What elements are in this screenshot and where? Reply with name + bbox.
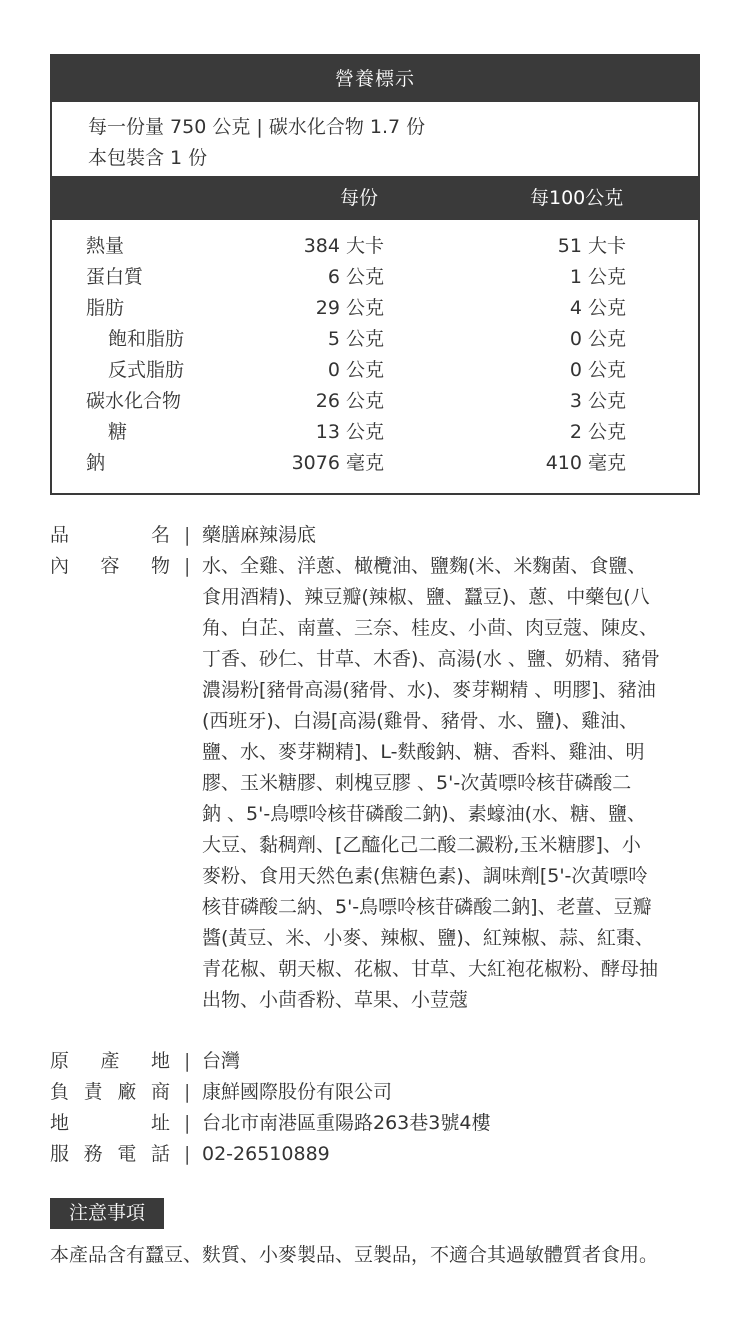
nutrition-row-trans-fat [52,355,698,386]
per-100g-value: 2 公克 [569,421,626,443]
origin-label: 原 產 地 [50,1050,170,1072]
nutrient-name: 熱量 [86,235,125,257]
phone-label: 服 務 電 話 [50,1143,170,1165]
per-100g-value: 3 公克 [569,390,626,412]
per-serving-value: 0 公克 [327,359,384,381]
nutrition-row-carbohydrate [52,386,698,417]
per-100g-header: 每100公克 [530,187,624,209]
company-label: 負 責 廠 商 [50,1081,170,1103]
nutrient-name: 蛋白質 [86,266,144,288]
origin-value: 台灣 [202,1050,241,1072]
per-100g-value: 0 公克 [569,359,626,381]
nutrition-facts-panel [50,54,700,495]
nutrition-row-sodium [52,448,698,479]
nutrition-row-calories [52,231,698,262]
field-separator: | [184,555,191,577]
per-100g-value: 1 公克 [569,266,626,288]
nutrition-rows [52,220,698,479]
per-100g-value: 410 毫克 [545,452,626,474]
nutrition-row-fat [52,293,698,324]
allergen-notice: 本產品含有蠶豆、麩質、小麥製品、豆製品，不適合其過敏體質者食用。 [50,1244,659,1266]
nutrient-name: 飽和脂肪 [108,328,185,350]
nutrient-name: 脂肪 [86,297,125,319]
nutrition-row-protein [52,262,698,293]
per-serving-value: 26 公克 [315,390,384,412]
company-value: 康鮮國際股份有限公司 [202,1081,393,1103]
per-serving-value: 3076 毫克 [291,452,384,474]
product-name: 藥膳麻辣湯底 [202,524,317,546]
ingredients-label: 內 容 物 [50,555,170,577]
field-separator: | [184,524,191,546]
per-serving-value: 384 大卡 [303,235,384,257]
serving-size-line: 每一份量 750 公克 | 碳水化合物 1.7 份 [88,116,426,138]
nutrition-row-saturated-fat [52,324,698,355]
nutrient-name: 反式脂肪 [108,359,185,381]
address-value: 台北市南港區重陽路263巷3號4樓 [202,1112,491,1134]
servings-per-package: 本包裝含 1 份 [88,147,208,169]
field-separator: | [184,1050,191,1072]
per-serving-value: 5 公克 [327,328,384,350]
nutrition-row-sugar [52,417,698,448]
ingredients-text: 水、全雞、洋蔥、橄欖油、鹽麴(米、米麴菌、食鹽、 食用酒精)、辣豆瓣(辣椒、鹽、蠶豆)、蔥、中藥包(八 角、白芷、南薑、三奈、桂皮、小茴、肉豆蔻、陳皮、 丁香、砂仁、甘草、木香)、高湯(水 、鹽、奶精、豬骨 濃湯粉[豬骨高湯(豬骨、水)、麥芽糊精 、明膠]、豬油 (西班牙)、白湯[高湯(雞骨、豬骨、水、鹽)、雞油、 鹽、水、麥芽糊精]、L-麩酸鈉、糖、香料、雞油、明 膠、玉米糖膠、刺槐豆膠 、5'-次黃嘌呤核苷磷酸二 鈉 、5'-鳥嘌呤核苷磷酸二鈉)、素蠔油(水、糖、鹽、 大豆、黏稠劑、[乙醯化己二酸二澱粉,玉米糖膠]、小 麥粉、食用天然色素(焦糖色素)、調味劑[5'-次黃嘌呤 核苷磷酸二納、5'-鳥嘌呤核苷磷酸二鈉]、老薑、豆瓣 醬(黃豆、米、小麥、辣椒、鹽)、紅辣椒、蒜、紅棗、 青花椒、朝天椒、花椒、甘草、大紅袍花椒粉、酵母抽 出物、小茴香粉、草果、小荳蔻 [202,555,660,1011]
product-name-label: 品 名 [50,524,170,546]
nutrient-name: 碳水化合物 [86,390,182,412]
per-100g-value: 4 公克 [569,297,626,319]
field-separator: | [184,1112,191,1134]
per-serving-value: 29 公克 [315,297,384,319]
field-separator: | [184,1143,191,1165]
per-100g-value: 51 大卡 [557,235,626,257]
nutrition-column-header [52,176,698,220]
address-label: 地 址 [50,1112,170,1134]
per-serving-value: 13 公克 [315,421,384,443]
serving-info [52,102,698,176]
field-separator: | [184,1081,191,1103]
per-serving-value: 6 公克 [327,266,384,288]
notice-tag: 注意事項 [50,1198,164,1229]
phone-value: 02-26510889 [202,1143,330,1165]
per-serving-header: 每份 [340,187,379,209]
nutrition-title: 營養標示 [52,56,698,102]
nutrient-name: 鈉 [86,452,106,474]
per-100g-value: 0 公克 [569,328,626,350]
nutrient-name: 糖 [108,421,128,443]
